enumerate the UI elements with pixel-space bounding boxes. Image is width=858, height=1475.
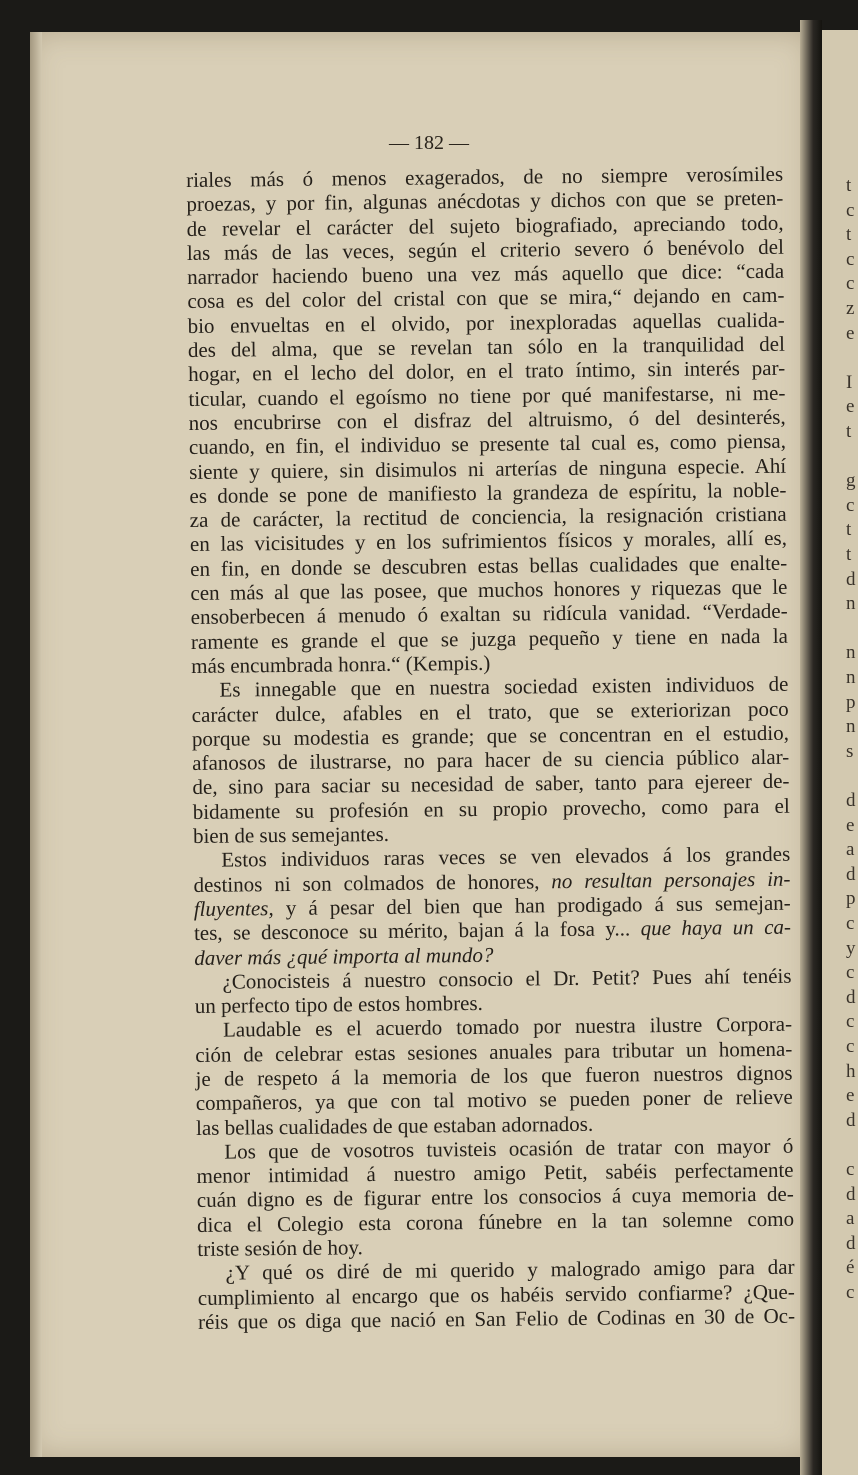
facing-page-fragment: p xyxy=(846,691,856,713)
book-gutter xyxy=(800,20,822,1475)
text-line: Laudable es el acuerdo tomado por nuestra ilustre Corpora- xyxy=(222,1012,793,1043)
text-line: es donde se pone de manifiesto la grandeza de espíritu, la noble- xyxy=(189,477,787,508)
facing-page-fragment: c xyxy=(846,1282,855,1303)
text-line: las más de las veces, según el criterio severo ó benévolo del xyxy=(186,234,784,265)
facing-page-fragment: s xyxy=(846,740,854,762)
text-line: cuando, en fin, el individuo se presente tal cual es, como piensa, xyxy=(188,428,787,460)
facing-page-fragment: d xyxy=(846,790,856,811)
facing-page-fragment: t xyxy=(846,224,852,246)
text-line: compañeros, ya que con tal motivo se pueden poner de relieve xyxy=(195,1084,793,1116)
facing-page-fragment: d xyxy=(846,568,856,590)
facing-page-fragment: d xyxy=(846,1109,856,1131)
text-line: en fin, en donde se descubren estas bellas cualidades que enalte- xyxy=(190,550,788,581)
page-number: — 182 — xyxy=(389,132,469,154)
facing-page-fragment: h xyxy=(846,1060,856,1082)
text-line: de, sino para saciar su necesidad de saber, tanto para ejereer de- xyxy=(192,769,790,800)
facing-page-fragment: n xyxy=(846,642,856,664)
text-line: ¿Conocisteis á nuestro consocio el Dr. Petit? Pues ahí tenéis xyxy=(222,963,792,994)
facing-page-fragment: e xyxy=(846,322,855,344)
text-line: en las vicisitudes y en los sufrimientos físicos y morales, allí es, xyxy=(189,526,788,557)
facing-page-fragment: d xyxy=(846,1232,856,1254)
facing-page-fragment: n xyxy=(846,593,856,615)
facing-page-fragment: c xyxy=(846,273,855,295)
facing-page-fragment: t xyxy=(846,544,852,565)
text-line: carácter dulce, afables en el trato, que se exteriorizan poco xyxy=(191,696,789,727)
page-edge xyxy=(30,32,42,1457)
facing-page-fragment: I xyxy=(846,371,853,393)
text-line: las bellas cualidades de que estaban adornados. xyxy=(195,1111,594,1140)
text-line: cumplimiento al encargo que os habéis servido confiarme? ¿Que- xyxy=(197,1279,795,1310)
facing-page-fragment: t xyxy=(846,519,852,541)
text-line: za de carácter, la rectitud de conciencia, la resignación cristiana xyxy=(189,501,787,533)
text-line: fluyentes, y á pesar del bien que han prodigado á sus semejan- xyxy=(193,890,791,921)
text-line: ramente es grande el que se juzga pequeño y tiene en nada la xyxy=(190,623,789,654)
facing-page-fragment: t xyxy=(846,421,852,442)
text-line: ¿Y qué os diré de mi querido y malogrado amigo para dar xyxy=(225,1255,795,1286)
text-line: un perfecto tipo de estos hombres. xyxy=(194,991,483,1019)
facing-page-fragment: t xyxy=(846,175,852,196)
text-line: proezas, y por fin, algunas anécdotas y dichos con que se preten- xyxy=(186,186,784,217)
facing-page-fragment: c xyxy=(846,1011,855,1033)
facing-page-fragment: n xyxy=(846,667,856,688)
text-line: cen más al que las posee, que muchos honores y riquezas que le xyxy=(190,574,788,606)
text-line: daver más ¿qué importa al mundo? xyxy=(194,942,494,970)
facing-page-fragment: e xyxy=(846,814,855,836)
text-line: ensoberbecen á menudo ó exaltan su ridícula vanidad. “Verdade- xyxy=(190,599,788,630)
facing-page-fragment: a xyxy=(846,1208,855,1230)
facing-page-fragment: e xyxy=(846,1085,855,1107)
body-text xyxy=(186,162,795,1334)
text-line: des del alma, que se revelan tan sólo en la tranquilidad del xyxy=(187,331,785,363)
text-line: réis que os diga que nació en San Felio de Codinas en 30 de Oc- xyxy=(197,1303,796,1334)
facing-page-fragment: z xyxy=(846,298,855,319)
text-line: porque su modestia es grande; que se concentran en el estudio, xyxy=(191,720,790,751)
text-line: bien de sus semejantes. xyxy=(192,821,390,848)
text-line: dica el Colegio esta corona fúnebre en la tan solemne como xyxy=(196,1206,795,1237)
facing-page-fragment: p xyxy=(846,888,856,910)
paragraph xyxy=(193,842,791,970)
facing-page-fragment: c xyxy=(846,962,855,984)
paragraph xyxy=(196,1134,794,1262)
text-line: Es innegable que en nuestra sociedad existen individuos de xyxy=(219,671,789,702)
text-line: riales más ó menos exagerados, de no siempre verosímiles xyxy=(186,161,784,192)
text-line: nos encubrirse con el disfraz del altruismo, ó del desinterés, xyxy=(188,404,786,435)
paragraph xyxy=(194,964,791,1019)
text-line: je de respeto á la memoria de los que fueron nuestros dignos xyxy=(195,1060,793,1091)
facing-page-fragment: c xyxy=(846,248,855,270)
paragraph xyxy=(191,672,790,848)
facing-page-fragment: d xyxy=(846,863,856,885)
facing-page-fragment: c xyxy=(846,1159,855,1180)
text-line: hogar, en el lecho del dolor, en el trato íntimo, sin interés par- xyxy=(188,356,786,387)
text-line: ción de celebrar estas sesiones anuales para tributar un homena- xyxy=(195,1036,793,1067)
text-line: bio envueltas en el olvido, por inexploradas aquellas cualida- xyxy=(187,307,785,338)
facing-page-fragment: c xyxy=(846,199,855,221)
facing-page-fragment: c xyxy=(846,494,855,516)
paragraph xyxy=(197,1255,795,1334)
facing-page-edge xyxy=(822,30,858,1475)
paragraph xyxy=(186,162,788,678)
facing-page-fragment: d xyxy=(846,986,856,1008)
text-line: cuán digno es de figurar entre los consocios á cuya memoria de- xyxy=(196,1182,794,1213)
text-line: Estos individuos raras veces se ven elevados á los grandes xyxy=(221,842,791,872)
facing-page-fragment: c xyxy=(846,1036,855,1057)
text-line: narrador haciendo bueno una vez más aquello que dice: “cada xyxy=(187,258,785,290)
text-line: Los que de vosotros tuvisteis ocasión de tratar con mayor ó xyxy=(224,1133,794,1164)
paragraph xyxy=(195,1012,793,1140)
facing-page-fragment: n xyxy=(846,716,856,738)
facing-page-fragment: g xyxy=(846,470,856,492)
text-line: menor intimidad á nuestro amigo Petit, sabéis perfectamente xyxy=(196,1157,794,1189)
text-line: más encumbrada honra.“ (Kempis.) xyxy=(191,650,491,678)
text-line: tes, se desconoce su mérito, bajan á la fosa y... que haya un ca- xyxy=(193,914,792,946)
text-line: bidamente su profesión en su propio provecho, como para el xyxy=(192,793,790,824)
text-line: destinos ni son colmados de honores, no resultan personajes in- xyxy=(193,866,791,897)
text-line: de revelar el carácter del sujeto biografiado, apreciando todo, xyxy=(186,210,784,241)
text-line: triste sesión de hoy. xyxy=(197,1235,363,1262)
facing-page-fragment: é xyxy=(846,1257,855,1279)
facing-page-fragment: a xyxy=(846,839,855,861)
text-line: ticular, cuando el egoísmo no tiene por qué manifestarse, ni me- xyxy=(188,380,786,411)
facing-page-fragment: d xyxy=(846,1183,856,1205)
text-line: siente y quiere, sin disimulos ni arterías de ninguna especie. Ahí xyxy=(189,453,787,484)
facing-page-fragment: e xyxy=(846,396,855,418)
text-line: cosa es del color del cristal con que se mira,“ dejando en cam- xyxy=(187,283,785,314)
facing-page-fragment: y xyxy=(846,937,856,959)
text-line: afanosos de ilustrarse, no para hacer de su ciencia público alar- xyxy=(192,744,790,776)
facing-page-fragment: c xyxy=(846,913,855,934)
